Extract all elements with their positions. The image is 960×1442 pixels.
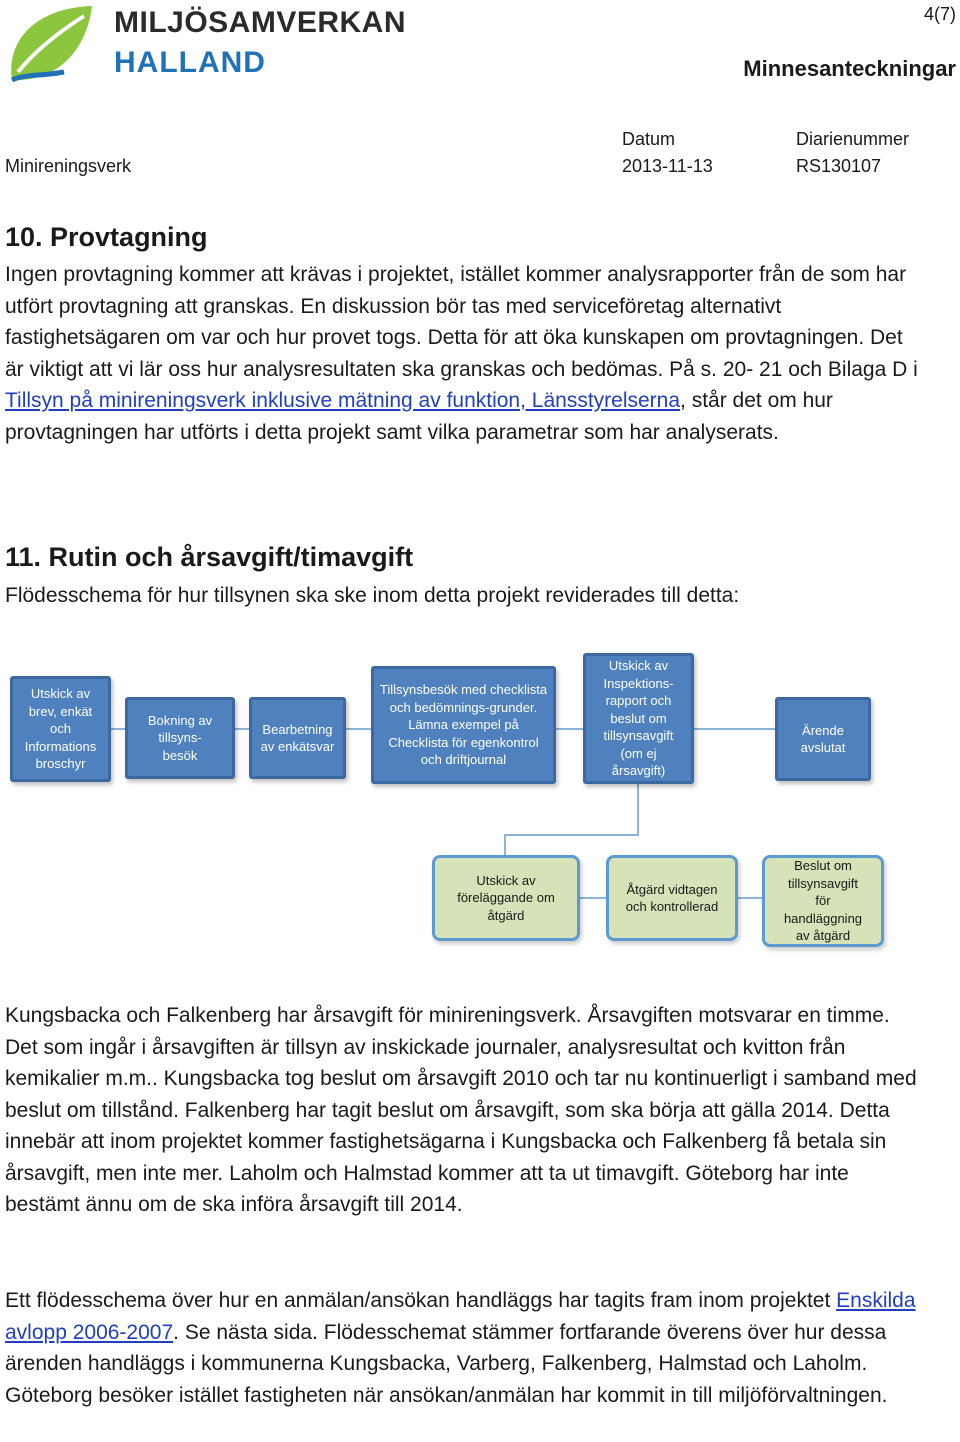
flow-box-text: Utskick av Inspektions- rapport och beslut om tillsynsavgift (om ej årsavgift): [603, 658, 674, 779]
flow-box-text: Utskick av brev, enkät och Informations broschyr: [24, 686, 97, 772]
logo-wordmark-top: MILJÖSAMVERKAN: [114, 6, 407, 39]
project-name: Minireningsverk: [5, 156, 132, 176]
tillsyn-link[interactable]: Tillsyn på minireningsverk inklusive mätning av funktion, Länsstyrelserna: [5, 389, 681, 412]
logo-leaf-icon: [4, 2, 96, 90]
document-type: Minnesanteckningar: [743, 56, 956, 81]
page-number: 4(7): [923, 4, 956, 24]
flow-box-forelaggande: [432, 855, 580, 941]
flow-box-text: Tillsynsbesök med checklista och bedömnings-grunder. Lämna exempel på Checklista för egenkontrol och driftjournal: [379, 682, 548, 768]
section-10-text-b: , står det om hur provtagningen har utförts i detta projekt samt vilka parametrar som har analyserats.: [5, 389, 833, 444]
para2-text-b: . Se nästa sida. Flödesschemat stämmer fortfarande överens över hur dessa ärenden handläggs i kommunerna Kungsbacka, Varberg, Falkenberg, Halmstad och Laholm. Göteborg besöker istället fastigheten när ansökan/anmälan har kommit in till miljöförvaltningen.: [5, 1320, 888, 1407]
section-11-intro: Flödesschema för hur tillsynen ska ske inom detta projekt reviderades till detta:: [5, 584, 740, 607]
para2-text-a: Ett flödesschema över hur en anmälan/ansökan handläggs har tagits fram inom projektet: [5, 1289, 837, 1312]
flow-box-text: Utskick av föreläggande om åtgärd: [457, 872, 555, 923]
flow-box-atgard-vidtagen: [606, 855, 738, 941]
flow-box-text: Ärende avslutat: [800, 722, 846, 755]
section-11-paragraph-1: Kungsbacka och Falkenberg har årsavgift för minireningsverk. Årsavgiften motsvarar en timme. Det som ingår i årsavgiften är tillsyn av inskickade journaler, analysresultat och kvitton från kemikalier m.m.. Kungsbacka tog beslut om årsavgift 2010 och tar nu kontinuerligt i samband med beslut om tillstånd. Falkenberg har tagit beslut om årsavgift, som ska börja att gälla 2014. Detta innebär att inom projektet kommer fastighetsägarna i Kungsbacka och Falkenberg få betala sin årsavgift, men inte mer. Laholm och Halmstad kommer att ta ut timavgift. Göteborg har inte bestämt ännu om de ska införa årsavgift till 2014.: [5, 1004, 917, 1216]
diary-value: RS130107: [796, 156, 882, 176]
section-10-heading: 10. Provtagning: [5, 222, 208, 252]
flowchart: [0, 640, 960, 960]
flow-box-bearbetning: [249, 697, 346, 779]
flow-box-tillsynsbesok: [371, 666, 556, 784]
flow-box-arende-avslutat: [775, 697, 871, 781]
logo-wordmark-bottom: HALLAND: [114, 46, 266, 79]
diary-label: Diarienummer: [796, 129, 910, 149]
connector-5-7: [505, 784, 638, 855]
flow-box-text: Bokning av tillsyns- besök: [147, 712, 213, 763]
flow-box-inspektionsrapport: [583, 653, 694, 784]
section-10-paragraph: [5, 259, 925, 448]
flow-box-beslut-tillsynsavgift: [762, 855, 884, 947]
flow-box-utskick-brev: [10, 676, 111, 782]
flow-box-text: Åtgärd vidtagen och kontrollerad: [625, 881, 719, 914]
enskilda-avlopp-link[interactable]: Enskilda avlopp 2006-2007: [5, 1289, 916, 1344]
section-11-paragraph-2: [5, 1285, 925, 1411]
flow-box-text: Bearbetning av enkätsvar: [260, 721, 335, 754]
section-11-heading: 11. Rutin och årsavgift/timavgift: [5, 542, 414, 572]
flow-box-text: Beslut om tillsynsavgift för handläggning av åtgärd: [783, 858, 863, 944]
date-value: 2013-11-13: [622, 156, 713, 176]
section-10-text-a: Ingen provtagning kommer att krävas i projektet, istället kommer analysrapporter från de som har utfört provtagning att granskas. En diskussion bör tas med serviceföretag alternativt fastighetsägaren om var och hur provet togs. Detta för att öka kunskapen om provtagningen. Det är viktigt att vi lär oss hur analysresultaten ska granskas och bedömas. På s. 20- 21 och Bilaga D i: [5, 263, 918, 381]
date-label: Datum: [622, 129, 676, 149]
flow-box-bokning: [125, 697, 235, 779]
